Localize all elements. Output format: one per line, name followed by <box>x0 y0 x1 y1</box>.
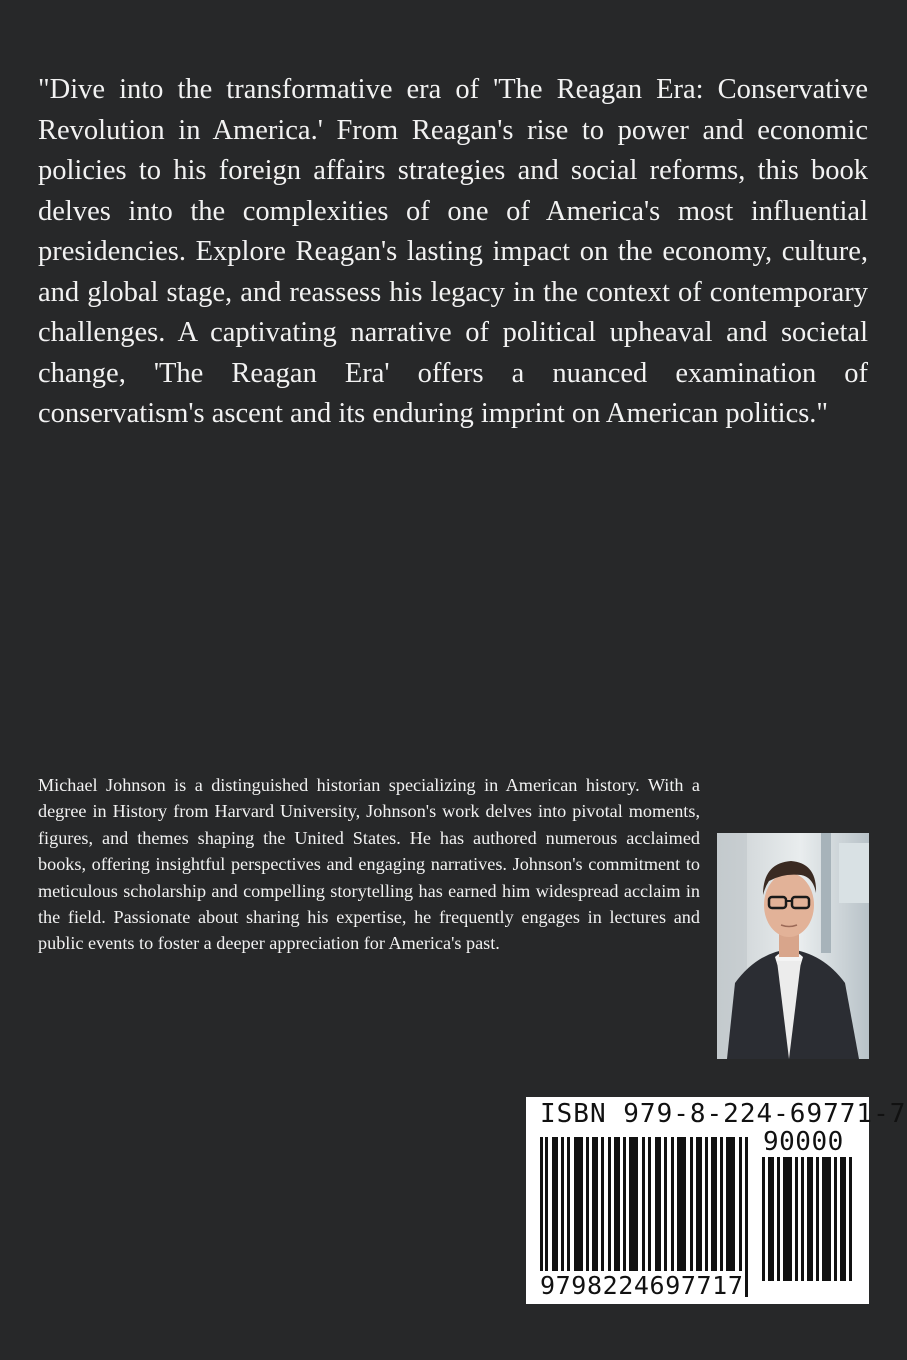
price-code: 90000 <box>763 1127 844 1157</box>
book-description: "Dive into the transformative era of 'The Reagan Era: Conservative Revolution in America.' From Reagan's rise to power and economic policies to his foreign affairs strategies and social reforms, this book delves into the complexities of one of America's most influential presidencies. Explore Reagan's lasting impact on the economy, culture, and global stage, and reassess his legacy in the context of contemporary challenges. A captivating narrative of political upheaval and societal change, 'The Reagan Era' offers a nuanced examination of conservatism's ascent and its enduring imprint on American politics." <box>38 74 868 429</box>
isbn-label: ISBN 979-8-224-69771-7 <box>540 1099 907 1129</box>
ean-digits: 9798224697717 <box>540 1271 744 1300</box>
isbn-barcode <box>526 1097 907 1304</box>
author-photo <box>717 833 869 1059</box>
price-addon-bars <box>762 1157 854 1281</box>
author-bio: Michael Johnson is a distinguished historian specializing in American history. With a degree in History from Harvard University, Johnson's work delves into pivotal moments, figures, and themes shaping the United States. He has authored numerous acclaimed books, offering insightful perspectives and engaging narratives. Johnson's commitment to meticulous scholarship and compelling storytelling has earned him widespread acclaim in the field. Passionate about sharing his expertise, he frequently engages in lectures and public events to foster a deeper appreciation for America's past. <box>38 775 700 954</box>
